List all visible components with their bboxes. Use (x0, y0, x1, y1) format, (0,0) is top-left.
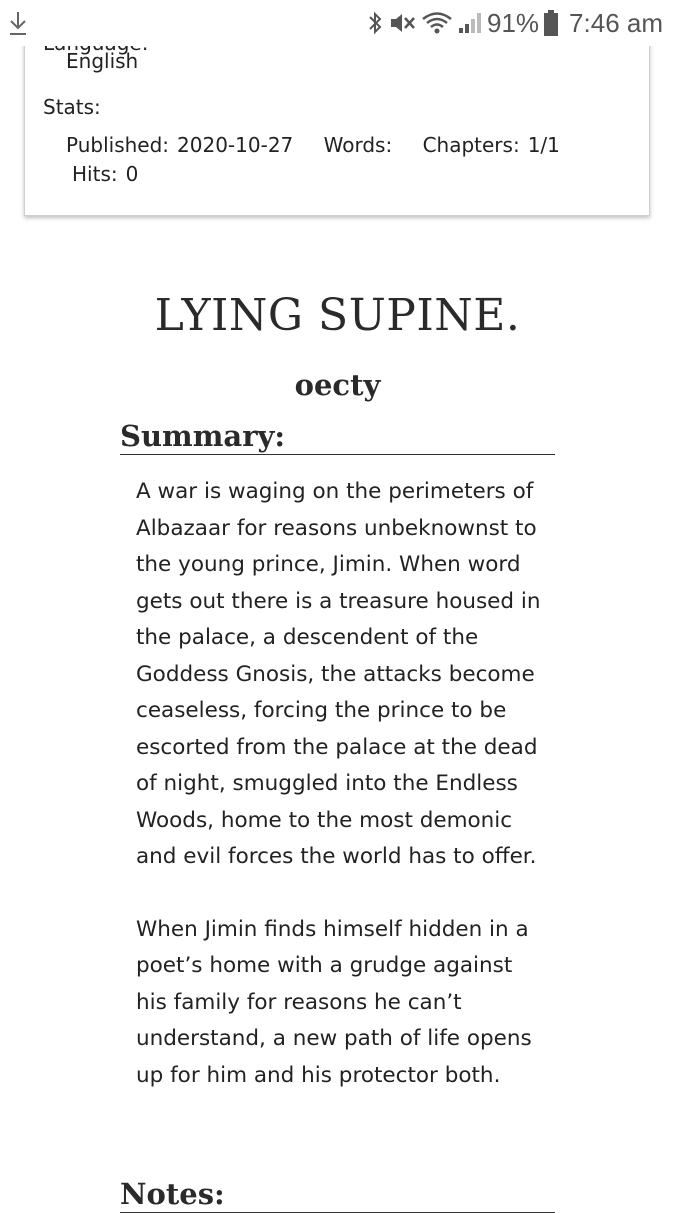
clock: 7:46 am (569, 7, 663, 38)
work-author-link[interactable]: oecty (294, 368, 381, 402)
bluetooth-icon (367, 10, 383, 36)
mute-icon (387, 10, 417, 36)
battery-icon (543, 9, 559, 37)
chapters-value: 1/1 (527, 133, 560, 157)
summary-paragraph: When Jimin finds himself hidden in a poet’s home with a grudge against his family for reasons he can’t understand, a new path of life opens up for him and his protector both. (136, 916, 532, 1088)
work-title: LYING SUPINE. (154, 290, 521, 341)
hits-stat (72, 162, 138, 186)
hits-value: 0 (125, 162, 139, 186)
chapters-stat (423, 133, 560, 157)
battery-percentage: 91% (487, 7, 540, 38)
published-stat (66, 133, 300, 157)
notes-heading: Notes: (120, 1176, 555, 1213)
hits-label: Hits: (72, 162, 118, 186)
summary-heading: Summary: (120, 418, 555, 455)
language-value: English (66, 49, 139, 73)
words-label: Words: (323, 133, 393, 157)
words-stat (324, 133, 399, 157)
wifi-icon (421, 10, 453, 36)
stats-label: Stats: (43, 95, 101, 119)
summary-body (136, 474, 546, 1130)
stats-row (66, 133, 584, 157)
summary-paragraph: A war is waging on the perimeters of Albazaar for reasons unbeknownst to the young prince, Jimin. When word gets out there is a treasure housed in the palace, a descendent of the Goddess Gnosis, the attacks become ceaseless, forcing the prince to be escorted from the palace at the dead of night, smuggled into the Endless Woods, home to the most demonic and evil forces the world has to offer. (136, 479, 541, 869)
published-label: Published: (66, 133, 170, 157)
status-icons (367, 6, 663, 40)
download-icon[interactable] (6, 9, 30, 37)
signal-icon (457, 10, 483, 36)
chapters-label: Chapters: (422, 133, 520, 157)
status-bar (0, 0, 675, 46)
published-value: 2020-10-27 (177, 133, 294, 157)
